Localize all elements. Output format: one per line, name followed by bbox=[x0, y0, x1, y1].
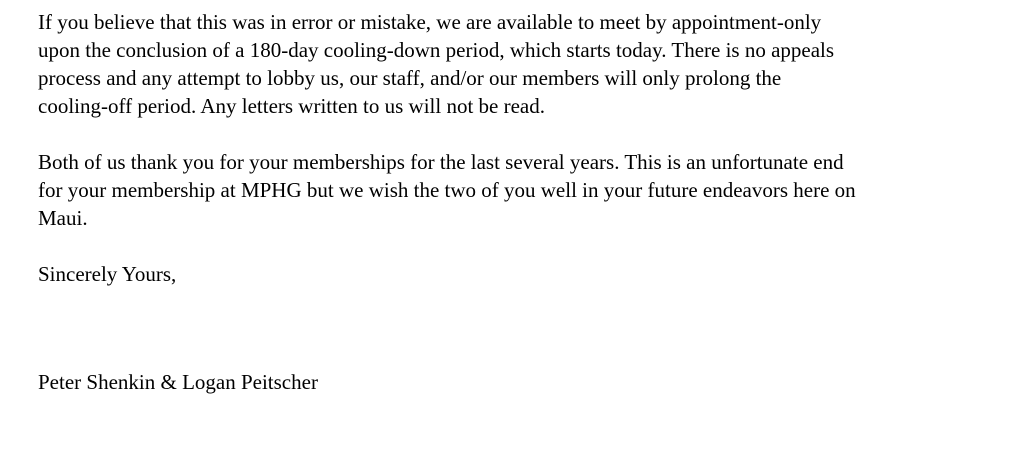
paragraph-error-notice bbox=[38, 8, 998, 120]
paragraph-line: cooling-off period. Any letters written to us will not be read. bbox=[38, 94, 546, 118]
letter-closing: Sincerely Yours, bbox=[38, 262, 177, 286]
letter-signature: Peter Shenkin & Logan Peitscher bbox=[38, 370, 318, 394]
letter-body bbox=[38, 8, 998, 288]
paragraph-thanks bbox=[38, 148, 998, 232]
paragraph-line: upon the conclusion of a 180-day cooling-down period, which starts today. There is no appeals bbox=[38, 38, 835, 62]
paragraph-line: for your membership at MPHG but we wish the two of you well in your future endeavors here on bbox=[38, 178, 856, 202]
paragraph-line: Both of us thank you for your memberships for the last several years. This is an unfortunate end bbox=[38, 150, 844, 174]
paragraph-line: process and any attempt to lobby us, our staff, and/or our members will only prolong the bbox=[38, 66, 782, 90]
paragraph-line: Maui. bbox=[38, 206, 88, 230]
paragraph-line: If you believe that this was in error or mistake, we are available to meet by appointment-only bbox=[38, 10, 822, 34]
